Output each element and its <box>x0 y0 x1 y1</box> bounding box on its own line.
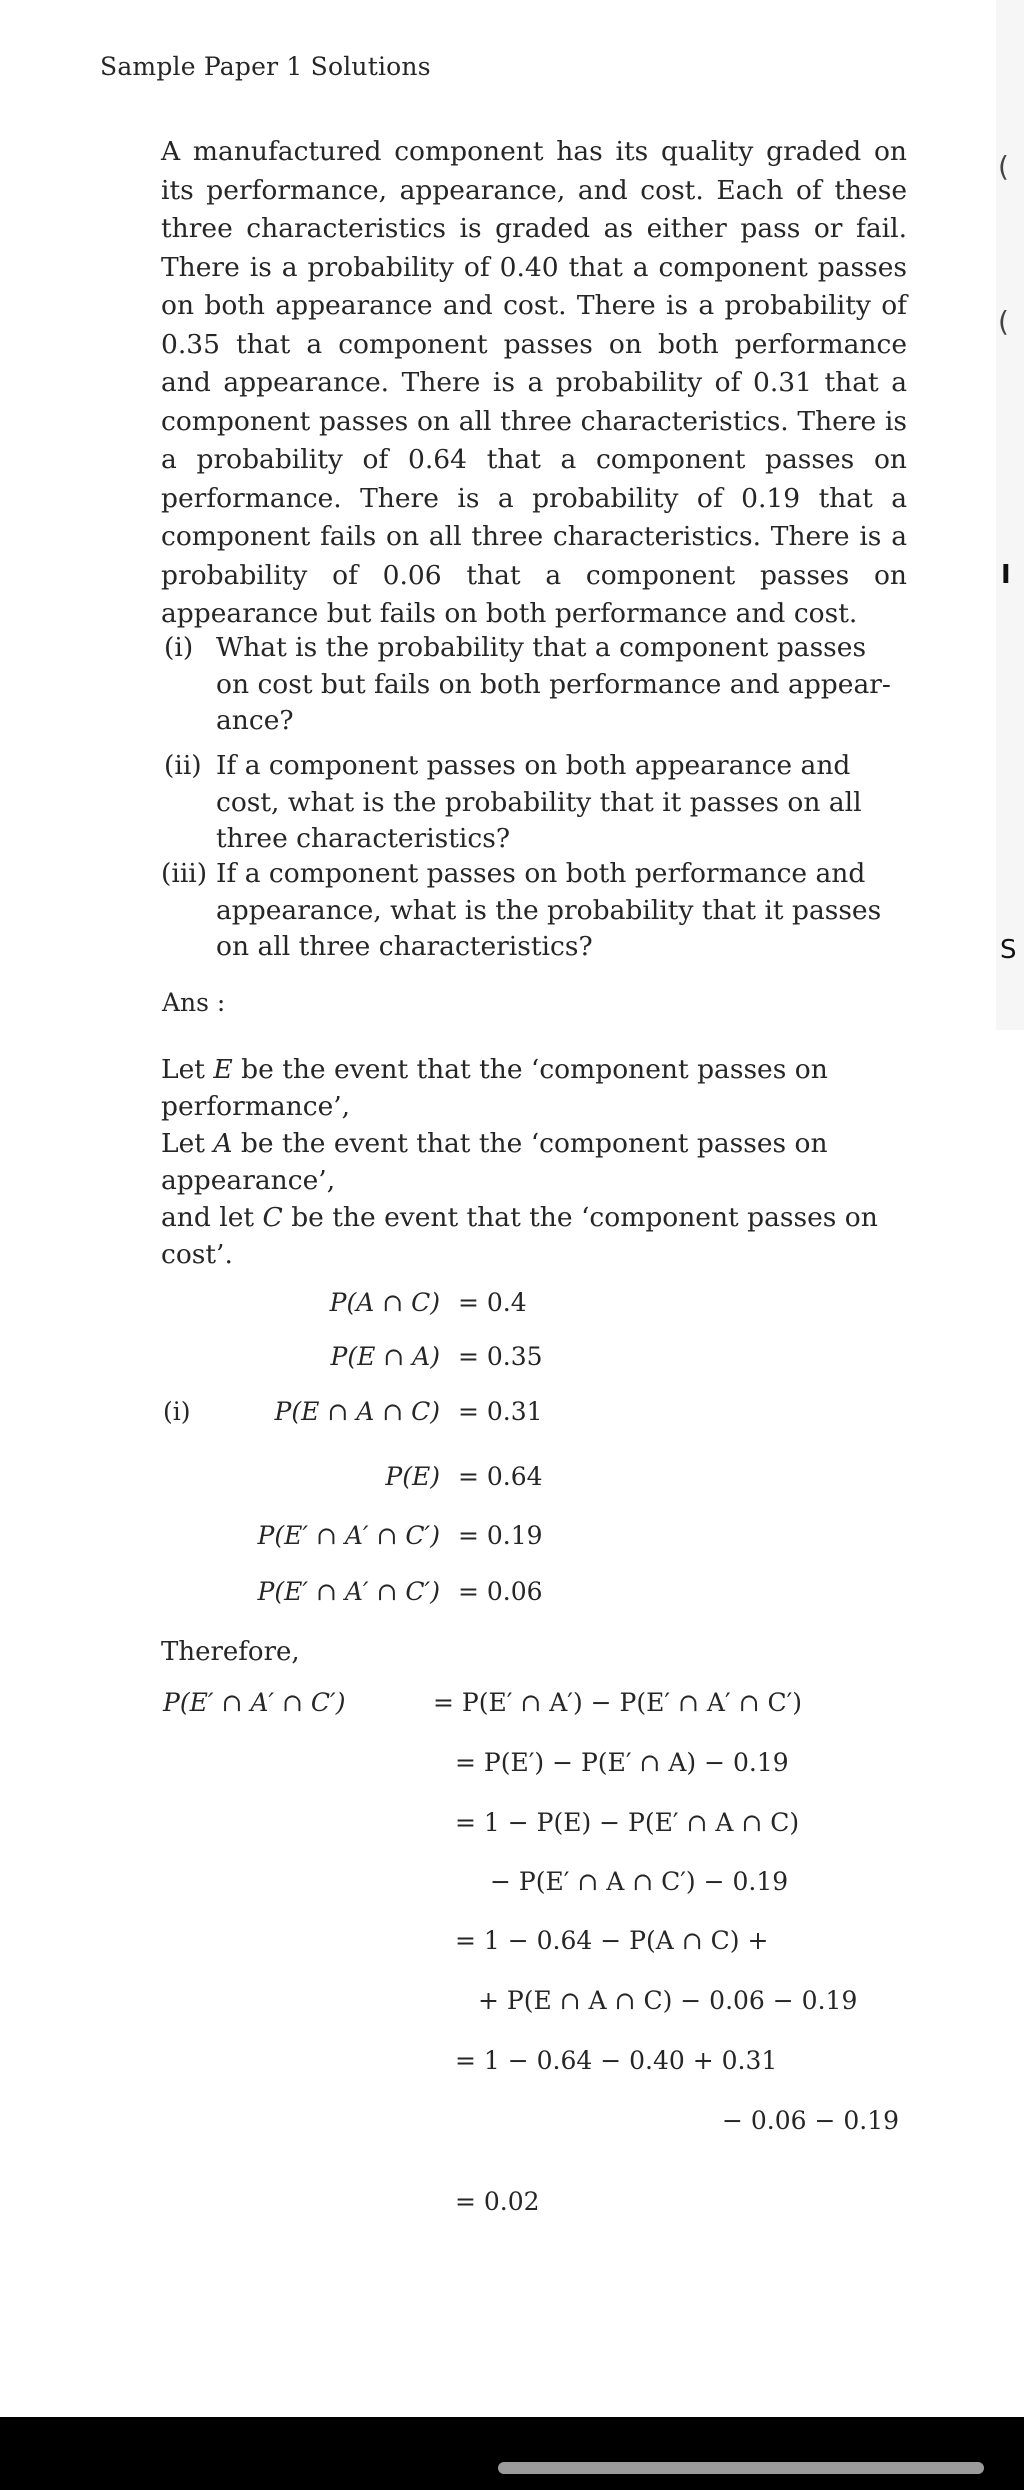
derivation-line: = P(E′ ∩ A′) − P(E′ ∩ A′ ∩ C′) <box>433 1688 803 1717</box>
home-indicator[interactable] <box>498 2462 984 2474</box>
given-value: = 0.4 <box>458 1288 527 1317</box>
question-line: If a component passes on both performance and <box>216 858 866 889</box>
part-label: (i) <box>163 1397 191 1426</box>
page-title: Sample Paper 1 Solutions <box>100 52 431 81</box>
given-equation: P(E′ ∩ A′ ∩ C′) <box>257 1521 440 1550</box>
definition-A: Let A be the event that the ‘component passes on appearance’, <box>161 1128 828 1196</box>
problem-statement: A manufactured component has its quality graded on its performance, appearance, and cost. Each of these three characteristics is graded as either pass or fail. There is a probability of 0.40 that a component passes on both appearance and cost. There is a probability of 0.35 that a component passes on both performance and appearance. There is a probability of 0.31 that a component passes on all three characteristics. There is a probability of 0.64 that a component passes on performance. There is a probability of 0.19 that a component fails on all three characteristics. There is a probability of 0.06 that a component passes on appearance but fails on both performance and cost. <box>161 136 907 629</box>
given-equation: P(A ∩ C) <box>329 1288 440 1317</box>
derivation-line: = 1 − P(E) − P(E′ ∩ A ∩ C) <box>455 1808 800 1837</box>
edge-glyph: ( <box>998 305 1009 338</box>
question-number: (i) <box>164 632 194 663</box>
question-number: (iii) <box>161 858 208 889</box>
bottom-bar <box>0 2417 1024 2490</box>
derivation-line: = 1 − 0.64 − P(A ∩ C) + <box>455 1926 769 1955</box>
given-value: = 0.35 <box>458 1342 543 1371</box>
question-line: on cost but fails on both performance and appear- <box>216 668 891 700</box>
adjacent-page-edge <box>996 0 1024 1030</box>
given-value: = 0.06 <box>458 1577 543 1606</box>
given-equation: P(E′ ∩ A′ ∩ C′) <box>257 1577 440 1606</box>
question-number: (ii) <box>164 750 202 781</box>
given-equation: P(E ∩ A ∩ C) <box>274 1397 440 1426</box>
derivation-lhs: P(E′ ∩ A′ ∩ C′) <box>163 1688 346 1717</box>
question-line: What is the probability that a component passes <box>216 632 867 663</box>
question-item <box>161 630 907 740</box>
derivation-line: = P(E′) − P(E′ ∩ A) − 0.19 <box>455 1748 789 1777</box>
given-equation: P(E ∩ A) <box>330 1342 440 1371</box>
given-value: = 0.64 <box>458 1462 543 1491</box>
question-line: ance? <box>216 705 294 736</box>
given-value: = 0.31 <box>458 1397 543 1426</box>
derivation-line: − P(E′ ∩ A ∩ C′) − 0.19 <box>490 1867 789 1896</box>
edge-glyph: S <box>1000 935 1017 965</box>
given-value: = 0.19 <box>458 1521 543 1550</box>
question-line: three characteristics? <box>216 823 511 854</box>
derivation-line: − 0.06 − 0.19 <box>722 2106 900 2135</box>
question-line: appearance, what is the probability that it passes <box>216 894 882 926</box>
answer-label: Ans : <box>162 988 226 1017</box>
question-line: cost, what is the probability that it passes on all <box>216 786 862 818</box>
therefore-label: Therefore, <box>161 1637 300 1667</box>
edge-glyph: I <box>1001 560 1011 590</box>
question-line: If a component passes on both appearance and <box>216 750 851 781</box>
edge-glyph: ( <box>998 150 1009 183</box>
derivation-line: + P(E ∩ A ∩ C) − 0.06 − 0.19 <box>478 1986 858 2015</box>
question-line: on all three characteristics? <box>216 931 593 962</box>
given-equation: P(E) <box>385 1462 440 1491</box>
derivation-line: = 1 − 0.64 − 0.40 + 0.31 <box>455 2046 778 2075</box>
question-item <box>161 748 907 858</box>
definition-C: and let C be the event that the ‘component passes on cost’. <box>161 1202 878 1270</box>
question-item <box>161 856 907 966</box>
definition-E: Let E be the event that the ‘component passes on performance’, <box>161 1054 828 1122</box>
derivation-result: = 0.02 <box>455 2187 540 2216</box>
